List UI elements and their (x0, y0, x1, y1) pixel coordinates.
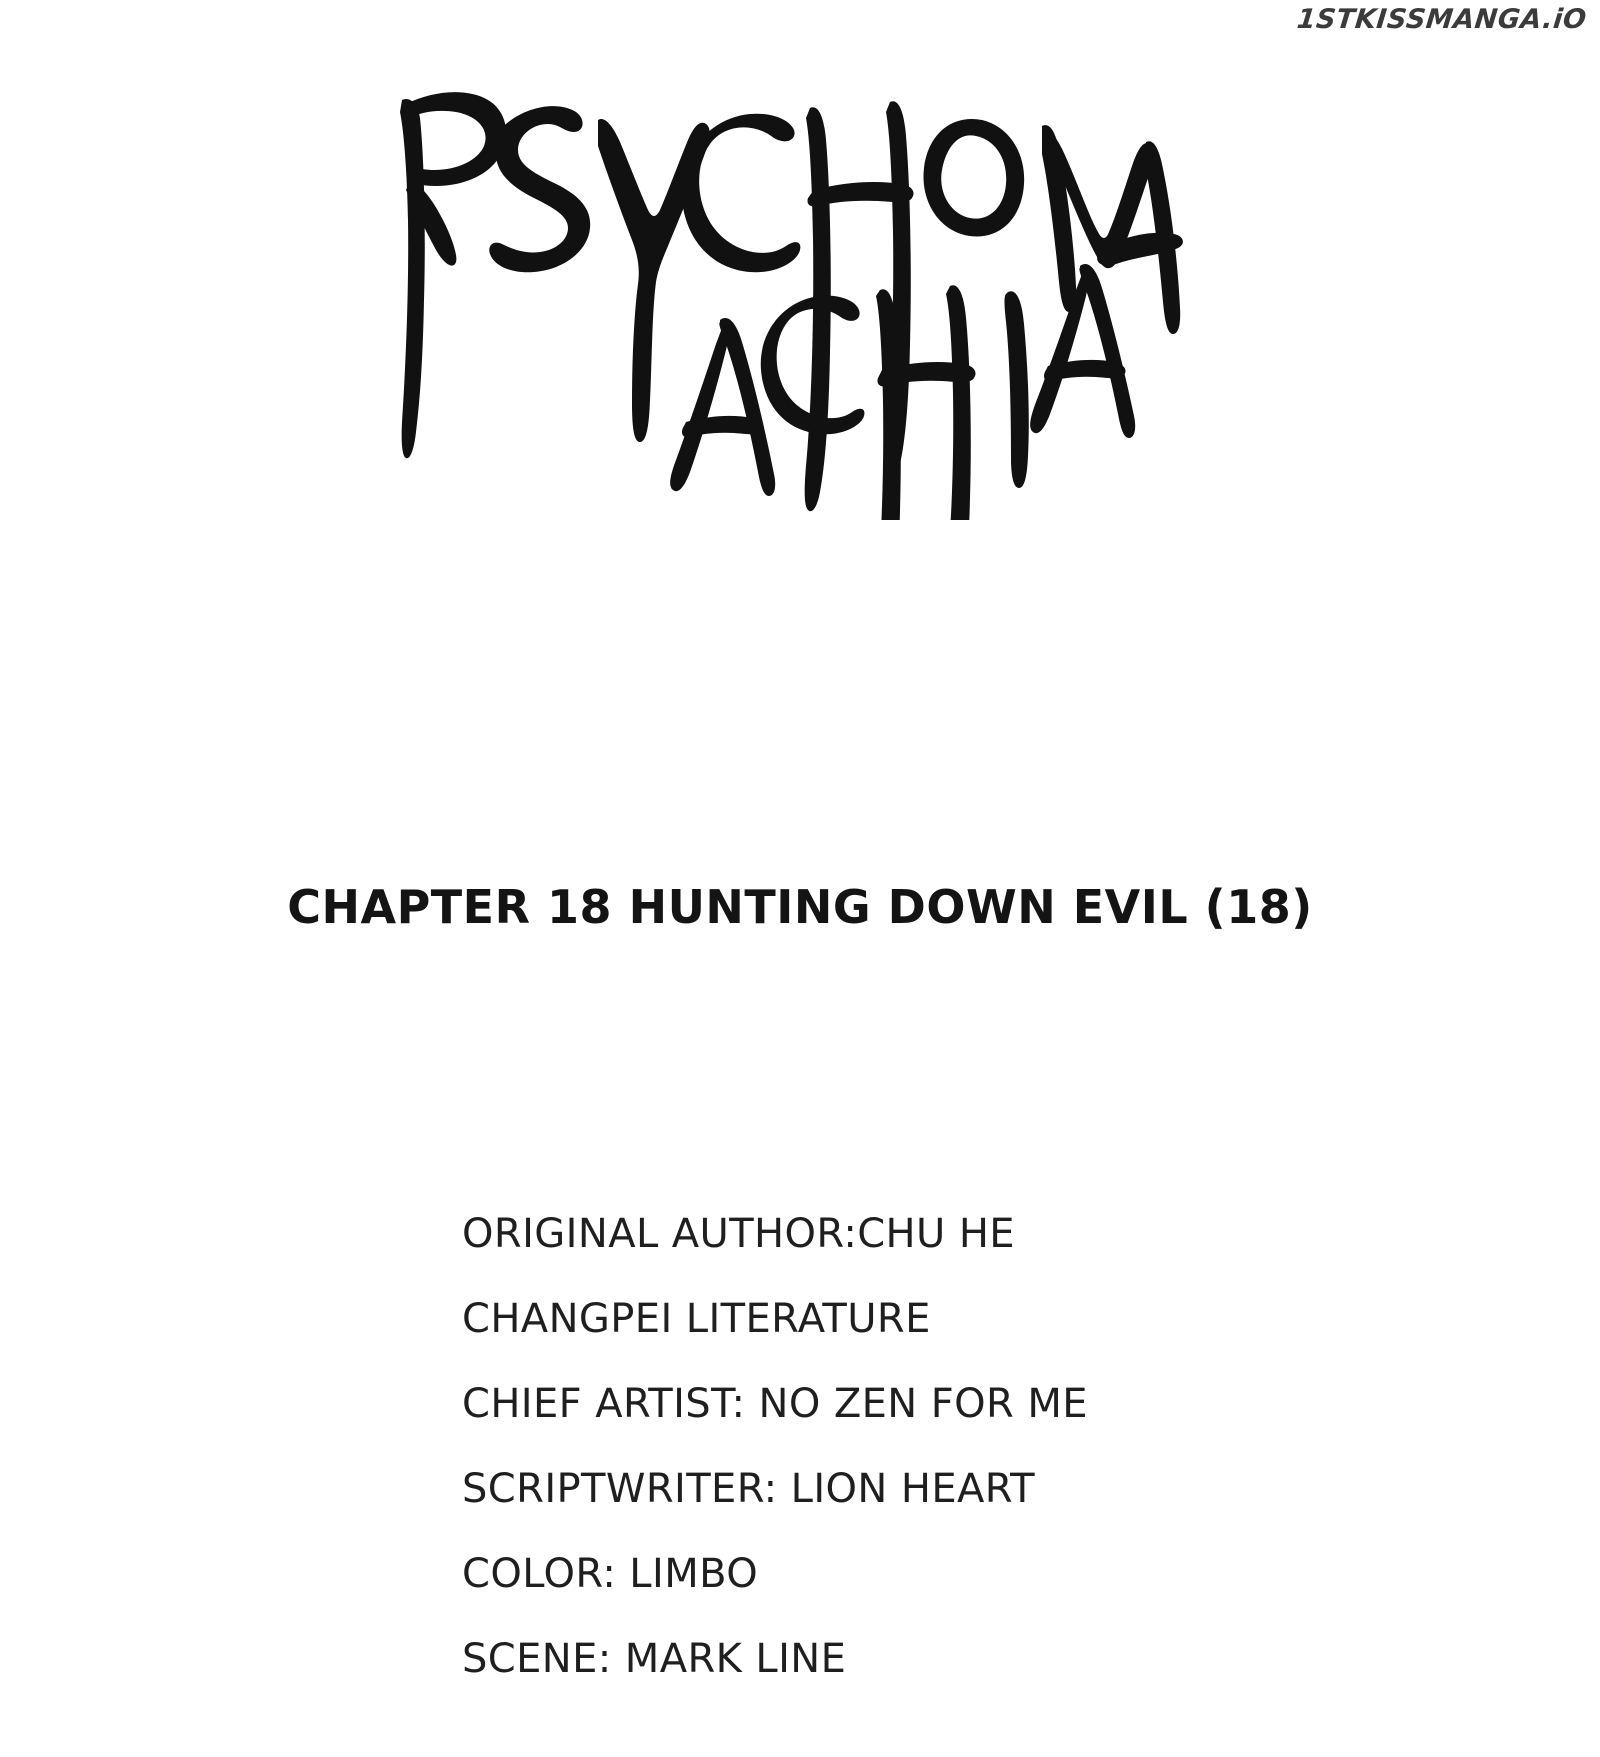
credit-line: SCRIPTWRITER: LION HEART (462, 1466, 1035, 1512)
series-logo-brush-art (390, 60, 1210, 520)
series-logo (0, 60, 1600, 530)
credits-block (462, 1192, 1462, 1702)
credit-line: CHANGPEI LITERATURE (462, 1296, 931, 1342)
chapter-title: CHAPTER 18 HUNTING DOWN EVIL (18) (287, 880, 1313, 934)
site-watermark: 1STKISSMANGA.iO (1294, 4, 1588, 35)
credit-line: SCENE: MARK LINE (462, 1636, 847, 1682)
credit-line: ORIGINAL AUTHOR:CHU HE (462, 1211, 1015, 1257)
credit-line: CHIEF ARTIST: NO ZEN FOR ME (462, 1381, 1088, 1427)
credit-line: COLOR: LIMBO (462, 1551, 759, 1597)
